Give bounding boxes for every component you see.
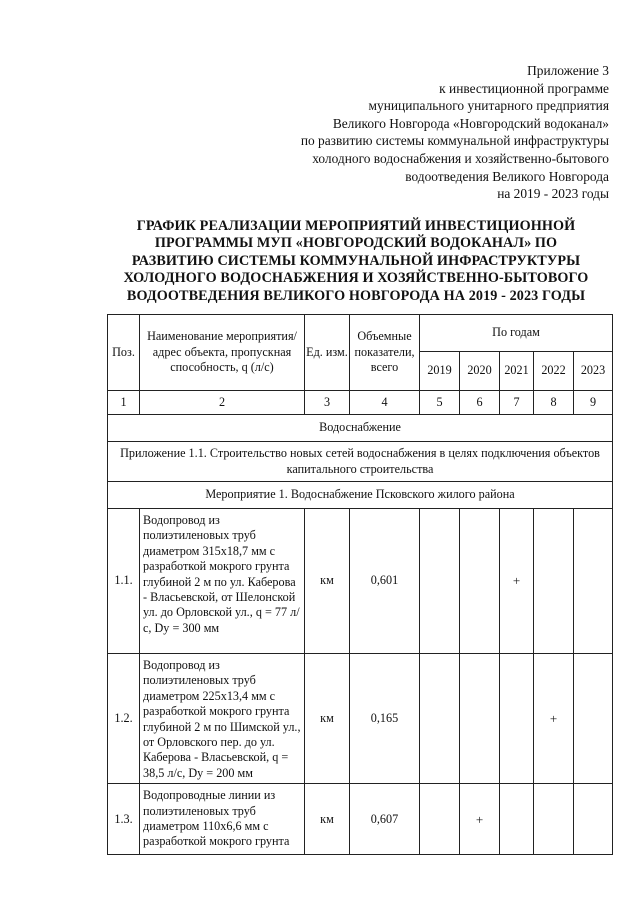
column-number: 9 <box>574 391 613 415</box>
header-unit: Ед. изм. <box>305 315 350 391</box>
header-by-years: По годам <box>420 315 613 352</box>
section-row <box>108 442 613 482</box>
table-row <box>108 784 613 855</box>
header-year: 2019 <box>420 352 460 391</box>
year-mark <box>460 509 500 654</box>
year-mark <box>420 509 460 654</box>
row-description: Водопроводные линии из полиэтиленовых труб диаметром 110x6,6 мм с разработкой мокрого грунта <box>140 784 305 855</box>
header-year: 2021 <box>500 352 534 391</box>
title-line: ВОДООТВЕДЕНИЯ ВЕЛИКОГО НОВГОРОДА НА 2019 - 2023 ГОДЫ <box>126 287 586 304</box>
appendix-line: Великого Новгорода «Новгородский водоканал» <box>332 115 609 131</box>
document-title <box>96 218 616 305</box>
column-number: 1 <box>108 391 140 415</box>
year-mark: + <box>460 784 500 855</box>
year-mark <box>534 509 574 654</box>
year-mark <box>574 654 613 784</box>
title-line: ХОЛОДНОГО ВОДОСНАБЖЕНИЯ И ХОЗЯЙСТВЕННО-БЫТОВОГО <box>123 270 589 287</box>
year-mark <box>500 654 534 784</box>
column-number: 3 <box>305 391 350 415</box>
header-volume: Объемные показатели, всего <box>350 315 420 391</box>
year-mark <box>420 654 460 784</box>
header-year: 2023 <box>574 352 613 391</box>
appendix-line: холодного водоснабжения и хозяйственно-бытового <box>312 150 609 166</box>
title-line: РАЗВИТИЮ СИСТЕМЫ КОММУНАЛЬНОЙ ИНФРАСТРУКТУРЫ <box>131 252 581 269</box>
header-year: 2022 <box>534 352 574 391</box>
title-line: ПРОГРАММЫ МУП «НОВГОРОДСКИЙ ВОДОКАНАЛ» ПО <box>154 235 558 252</box>
column-number: 8 <box>534 391 574 415</box>
row-volume: 0,601 <box>350 509 420 654</box>
year-mark <box>460 654 500 784</box>
year-mark <box>500 784 534 855</box>
column-number: 7 <box>500 391 534 415</box>
column-number: 6 <box>460 391 500 415</box>
appendix-line: на 2019 - 2023 годы <box>497 186 609 202</box>
section-label: Мероприятие 1. Водоснабжение Псковского жилого района <box>108 482 613 509</box>
section-row <box>108 482 613 509</box>
row-pos: 1.1. <box>108 509 140 654</box>
header-pos: Поз. <box>108 315 140 391</box>
row-unit: км <box>305 654 350 784</box>
header-name: Наименование мероприятия/адрес объекта, пропускная способность, q (л/с) <box>140 315 305 391</box>
appendix-line: к инвестиционной программе <box>439 80 609 96</box>
header-year: 2020 <box>460 352 500 391</box>
year-mark <box>574 509 613 654</box>
year-mark: + <box>534 654 574 784</box>
year-mark <box>574 784 613 855</box>
appendix-line: по развитию системы коммунальной инфраструктуры <box>300 133 609 149</box>
appendix-line: муниципального унитарного предприятия <box>368 98 609 114</box>
year-mark <box>420 784 460 855</box>
row-pos: 1.2. <box>108 654 140 784</box>
appendix-line: водоотведения Великого Новгорода <box>405 168 609 184</box>
title-line: ГРАФИК РЕАЛИЗАЦИИ МЕРОПРИЯТИЙ ИНВЕСТИЦИОННОЙ <box>136 218 576 234</box>
year-mark: + <box>500 509 534 654</box>
row-description: Водопровод из полиэтиленовых труб диаметром 315x18,7 мм с разработкой мокрого грунта глубиной 2 м по ул. Каберова - Власьевской, от Шелонской ул. до Орловской ул., q = 77 л/с, Dy = 300 мм <box>140 509 305 654</box>
year-mark <box>534 784 574 855</box>
table-row <box>108 509 613 654</box>
section-label: Приложение 1.1. Строительство новых сетей водоснабжения в целях подключения объектов капитального строительства <box>108 442 613 482</box>
row-unit: км <box>305 784 350 855</box>
row-unit: км <box>305 509 350 654</box>
schedule-table <box>107 314 613 855</box>
row-volume: 0,607 <box>350 784 420 855</box>
table-row <box>108 654 613 784</box>
column-number: 4 <box>350 391 420 415</box>
section-label: Водоснабжение <box>108 415 613 442</box>
header-row <box>108 315 613 352</box>
appendix-line: Приложение 3 <box>527 63 609 78</box>
row-pos: 1.3. <box>108 784 140 855</box>
section-row <box>108 415 613 442</box>
column-numbers-row <box>108 391 613 415</box>
column-number: 5 <box>420 391 460 415</box>
appendix-header <box>189 62 609 203</box>
row-volume: 0,165 <box>350 654 420 784</box>
column-number: 2 <box>140 391 305 415</box>
row-description: Водопровод из полиэтиленовых труб диаметром 225x13,4 мм с разработкой мокрого грунта глубиной 2 м по Шимской ул., от Орловского пер. до ул. Каберова - Власьевской, q = 38,5 л/с, Dy = 200 мм <box>140 654 305 784</box>
